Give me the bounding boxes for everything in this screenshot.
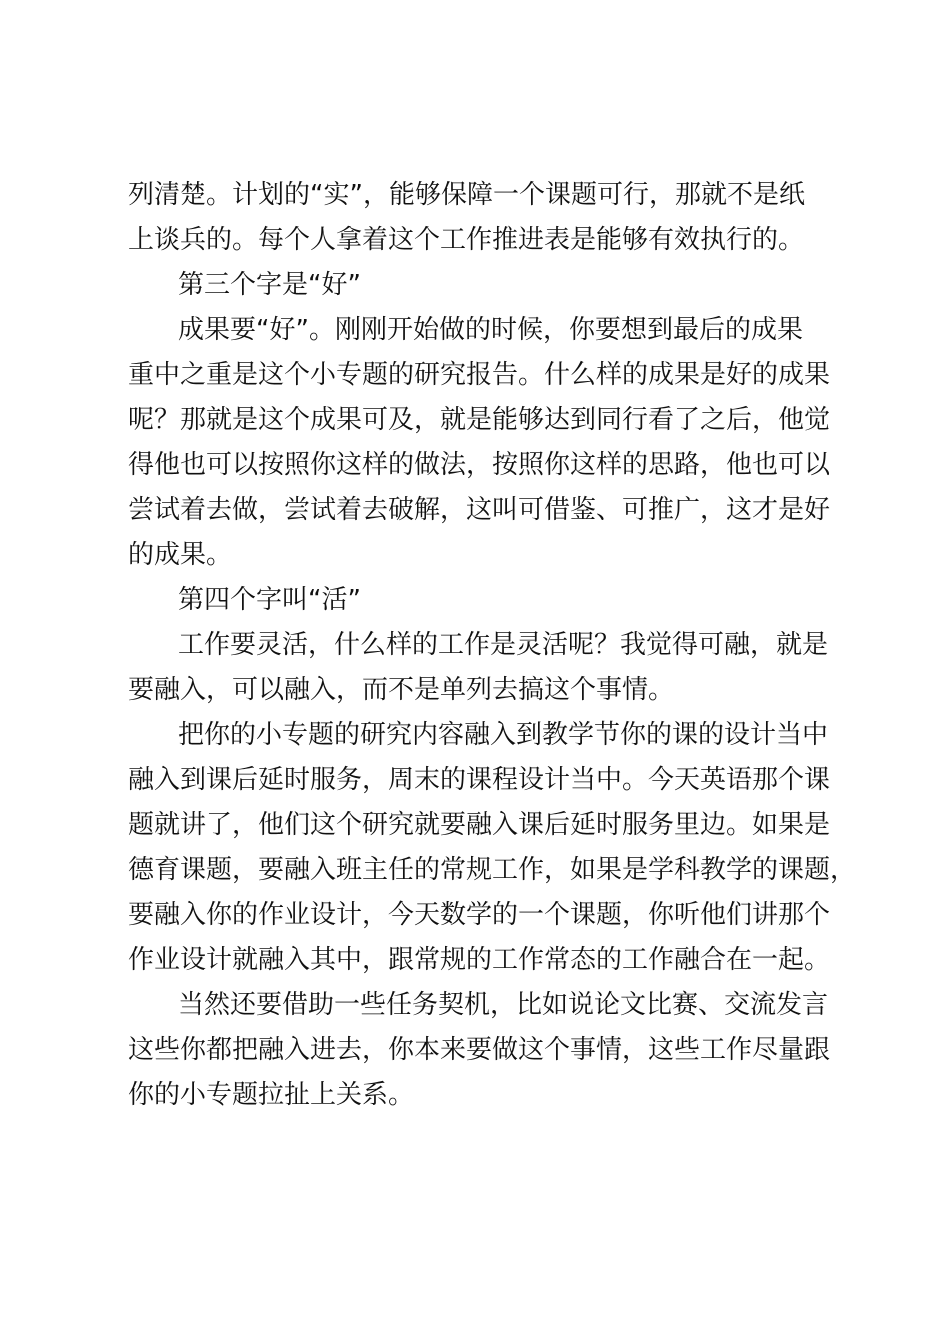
text-line: 德育课题，要融入班主任的常规工作，如果是学科教学的课题，: [128, 855, 857, 885]
document-body: [128, 173, 857, 1118]
text-line: 工作要灵活，什么样的工作是灵活呢？我觉得可融，就是: [178, 630, 829, 660]
text-line: 要融入你的作业设计，今天数学的一个课题，你听他们讲那个: [128, 900, 831, 930]
text-line: 的成果。: [128, 540, 233, 570]
text-line: 列清楚。计划的“实”，能够保障一个课题可行，那就不是纸: [128, 180, 805, 210]
section-heading: 第三个字是“好”: [178, 270, 361, 300]
text-line: 成果要“好”。刚刚开始做的时候，你要想到最后的成果: [178, 315, 803, 345]
text-line: 当然还要借助一些任务契机，比如说论文比赛、交流发言: [178, 990, 829, 1020]
text-line: 作业设计就融入其中，跟常规的工作常态的工作融合在一起。: [128, 945, 831, 975]
text-line: 你的小专题拉扯上关系。: [128, 1080, 415, 1110]
text-line: 把你的小专题的研究内容融入到教学节你的课的设计当中: [178, 720, 829, 750]
text-line: 呢？那就是这个成果可及，就是能够达到同行看了之后，他觉: [128, 405, 831, 435]
text-line: 得他也可以按照你这样的做法，按照你这样的思路，他也可以: [128, 450, 831, 480]
text-line: 重中之重是这个小专题的研究报告。什么样的成果是好的成果: [128, 360, 831, 390]
text-line: 融入到课后延时服务，周末的课程设计当中。今天英语那个课: [128, 765, 831, 795]
section-heading: 第四个字叫“活”: [178, 585, 361, 615]
text-line: 题就讲了，他们这个研究就要融入课后延时服务里边。如果是: [128, 810, 831, 840]
text-line: 这些你都把融入进去，你本来要做这个事情，这些工作尽量跟: [128, 1035, 831, 1065]
text-line: 尝试着去做，尝试着去破解，这叫可借鉴、可推广，这才是好: [128, 495, 831, 525]
text-line: 要融入，可以融入，而不是单列去搞这个事情。: [128, 675, 675, 705]
text-line: 上谈兵的。每个人拿着这个工作推进表是能够有效执行的。: [128, 225, 805, 255]
